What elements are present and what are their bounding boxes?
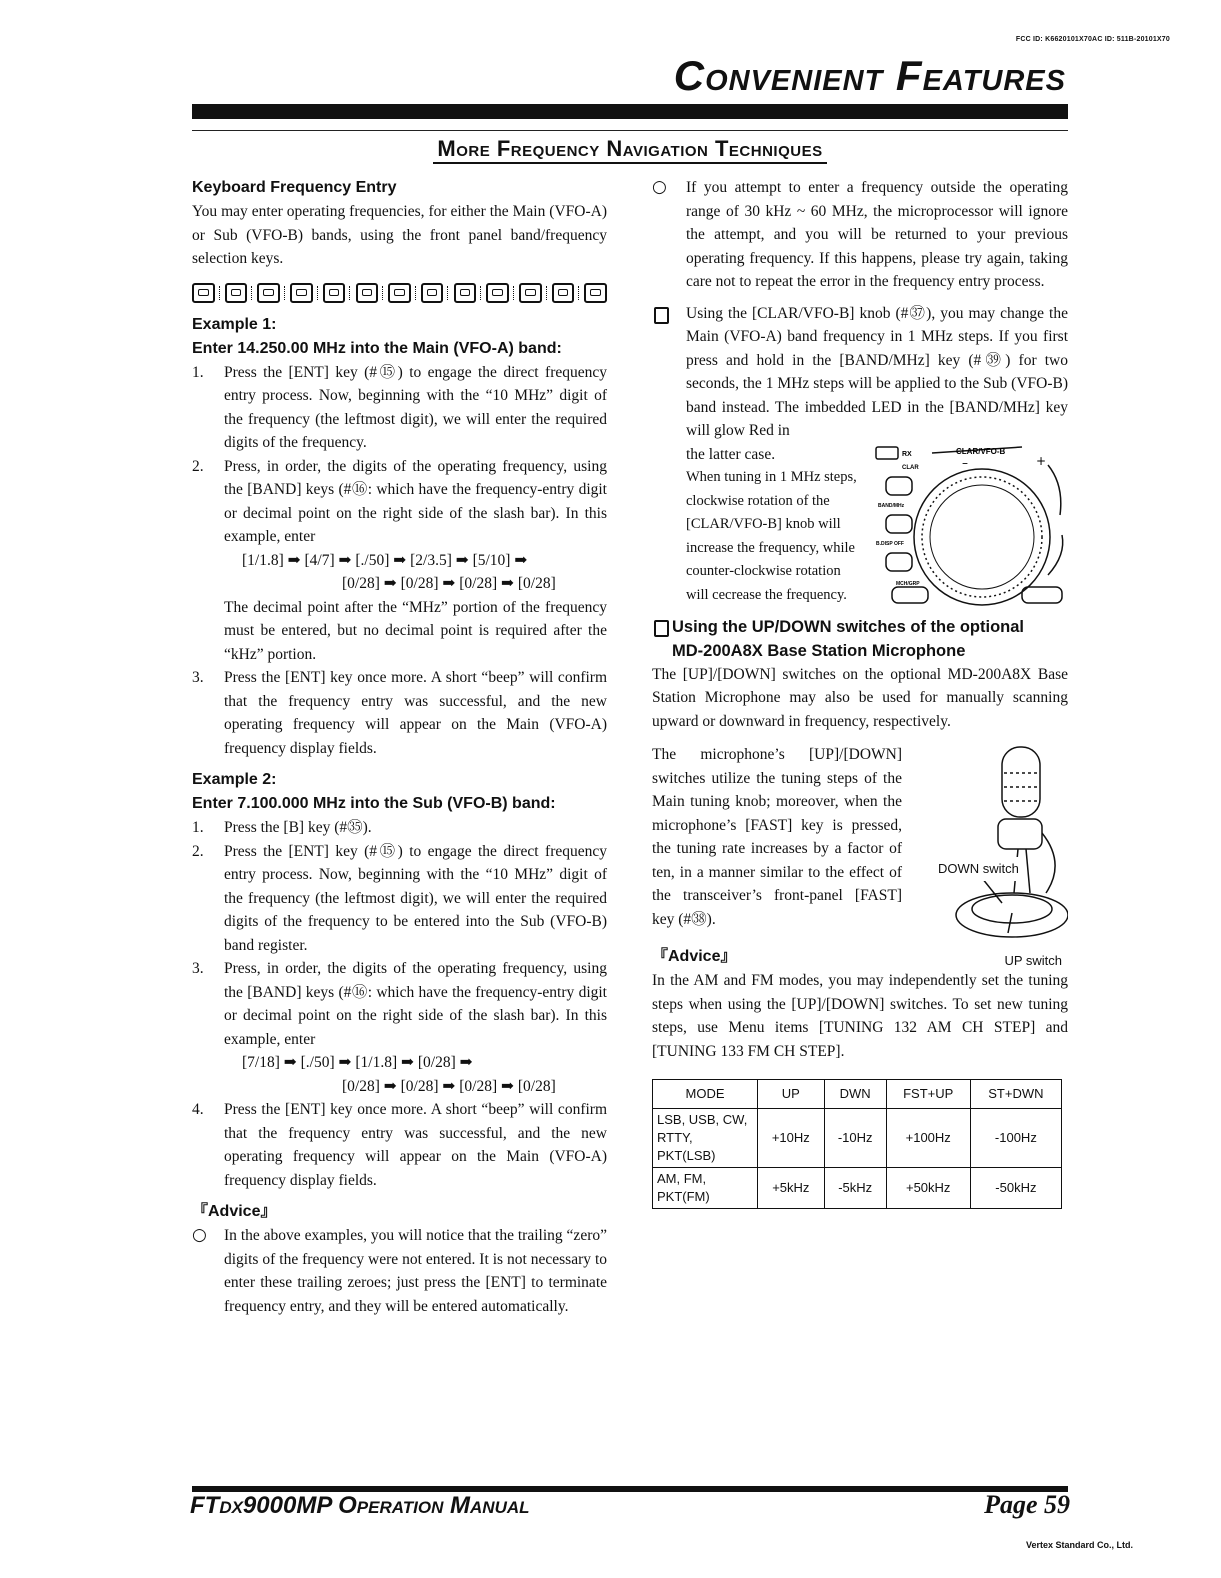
example2-title: Enter 7.100.000 MHz into the Sub (VFO-B) band: xyxy=(192,795,556,812)
circle-bullet-icon: ○ xyxy=(192,1225,207,1245)
table-cell: +100Hz xyxy=(886,1108,970,1167)
clar-rx-label: RX xyxy=(902,450,912,458)
kfe-text: You may enter operating frequencies, for either the Main (VFO-A) or Sub (VFO-B) bands, using the front panel band/frequency selection keys. xyxy=(192,203,607,267)
plus-icon: + xyxy=(1036,453,1047,468)
table-cell: -100Hz xyxy=(970,1108,1061,1167)
mic-text: The microphone’s [UP]/[DOWN] switches utilize the tuning steps of the Main tuning knob; moreover, when the microphone’s [FAST] key is pressed, the tuning rate increases by a factor of ten, in a manner similar to the effect of the transceiver’s front-panel [FAST] key (#㊳). xyxy=(652,746,902,928)
key-separator xyxy=(251,286,253,300)
band-key-icon xyxy=(454,283,477,303)
list-item: 2. Press the [ENT] key (#⑮) to engage the direct frequency entry process. Now, beginning with the “10 MHz” digit of the frequency (the leftmost digit), we will enter the required digits of the frequency to be entered into the Sub (VFO-B) band register. xyxy=(192,842,607,954)
example1-steps xyxy=(192,361,607,761)
table-header: UP xyxy=(758,1080,825,1109)
example1-title: Enter 14.250.00 MHz into the Main (VFO-A) band: xyxy=(192,339,562,357)
circle-bullet-icon: ○ xyxy=(652,177,667,197)
header-rule xyxy=(192,104,1068,119)
bdisp-label: B.DISP OFF xyxy=(876,540,904,547)
key-separator xyxy=(219,286,221,300)
table-header: DWN xyxy=(824,1080,886,1109)
band-key-icon xyxy=(257,283,280,303)
table-cell: +5kHz xyxy=(758,1167,825,1208)
sequence-line: [0/28] ➡ [0/28] ➡ [0/28] ➡ [0/28] xyxy=(342,575,556,592)
right-column xyxy=(652,176,1068,1209)
band-key-icon xyxy=(388,283,411,303)
table-header: MODE xyxy=(653,1080,758,1109)
band-key-icon xyxy=(323,283,346,303)
table-row xyxy=(653,1167,1062,1208)
page-number: Page 59 xyxy=(984,1490,1070,1519)
bullet-clar: Using the [CLAR/VFO-B] knob (#㊲), you may change the Main (VFO-A) band frequency in 1 MHz steps. If you first press and hold in the [BAND/MHz] key (#㊴) for two seconds, the 1 MHz steps will be applied to the Sub (VFO-B) band instead. The imbedded LED in the [BAND/MHz] key will glow Red in the latter case. When tuning in 1 MHz steps, clockwise rotation of the [CLAR/VFO-B] knob will increase the frequency, while counter-clockwise rotation will cecrease the frequency. RX CLAR/VFO-B CLAR BAND/MHz B.DISP OFF MCH/GRP + – xyxy=(652,302,1068,605)
key-separator xyxy=(349,286,351,300)
band-key-icon xyxy=(552,283,575,303)
key-separator xyxy=(513,286,515,300)
advice-item: ○ In the above examples, you will notice that the trailing “zero” digits of the frequency were not entered. It is not necessary to enter these trailing zeroes; just press the [ENT] to terminate frequency entry, and they will be entered automatically. xyxy=(192,1225,607,1315)
header-thin-rule xyxy=(192,130,1068,131)
list-item: 4. Press the [ENT] key once more. A short “beep” will confirm that the frequency entry was successful, and the new operating frequency will appear on the Main (VFO-A) frequency display fields. xyxy=(192,1101,607,1189)
band-key-icon xyxy=(519,283,542,303)
clar-sub-label: CLAR xyxy=(902,464,919,471)
band-key-icon xyxy=(356,283,379,303)
example2-label: Example 2: xyxy=(192,771,277,788)
updown-heading-2: MD-200A8X Base Station Microphone xyxy=(672,641,966,660)
band-key-icon xyxy=(290,283,313,303)
key-separator xyxy=(317,286,319,300)
advice-text: In the AM and FM modes, you may independently set the tuning steps when using the [UP]/[DOWN] switches. To set new tuning steps, use Menu items [TUNING 132 AM CH STEP] and [TUNING 133 FM CH STEP]. xyxy=(652,972,1068,1060)
example2-steps xyxy=(192,816,607,1192)
square-bullet-icon xyxy=(654,307,669,324)
manual-title: FTdx9000MP Operation Manual xyxy=(190,1492,530,1519)
chapter-title: Convenient Features xyxy=(673,52,1066,99)
band-key-icon xyxy=(584,283,607,303)
sequence-line: [0/28] ➡ [0/28] ➡ [0/28] ➡ [0/28] xyxy=(342,1077,556,1095)
table-cell: +10Hz xyxy=(758,1108,825,1167)
band-key-icon xyxy=(421,283,444,303)
clar-knob-illustration xyxy=(872,445,1068,607)
minus-icon: – xyxy=(962,455,968,470)
up-switch-label: UP switch xyxy=(1004,953,1062,968)
advice-label: 『Advice』 xyxy=(192,1203,277,1220)
section-title: More Frequency Navigation Techniques xyxy=(192,136,1068,162)
fcc-id: FCC ID: K6620101X70AC ID: 511B-20101X70 xyxy=(1015,36,1170,43)
microphone-illustration xyxy=(942,743,1068,943)
table-row xyxy=(653,1108,1062,1167)
mic-block xyxy=(652,743,1068,943)
list-item: 3. Press, in order, the digits of the operating frequency, using the [BAND] keys (#⑯: which have the frequency-entry digit or decimal point on the right side of the slash bar). In this example, enter [7/18] ➡ [./50] ➡ [1/1.8] ➡ [0/28] ➡ [0/28] ➡ [0/28] ➡ [0/28] ➡ [0/28] xyxy=(224,957,607,1098)
table-header: ST+DWN xyxy=(970,1080,1061,1109)
key-separator xyxy=(415,286,417,300)
table-cell: -50kHz xyxy=(970,1167,1061,1208)
key-separator xyxy=(546,286,548,300)
updown-heading: Using the UP/DOWN switches of the optional xyxy=(672,617,1025,636)
sequence-line: [1/1.8] ➡ [4/7] ➡ [./50] ➡ [2/3.5] ➡ [5/10] ➡ xyxy=(242,551,528,569)
company-name: Vertex Standard Co., Ltd. xyxy=(1025,1540,1133,1550)
band-key-row xyxy=(192,283,607,303)
key-separator xyxy=(578,286,580,300)
example1-label: Example 1: xyxy=(192,315,277,333)
advice-row xyxy=(652,945,1068,969)
bullet-range: ○ If you attempt to enter a frequency outside the operating range of 30 kHz ~ 60 MHz, the microprocessor will ignore the attempt, and you will be returned to your previous operating frequency. If this happens, please try again, taking care not to repeat the error in the frequency entry process. xyxy=(652,177,1068,290)
updown-text: The [UP]/[DOWN] switches on the optional MD-200A8X Base Station Microphone may also be used for manually scanning upward or downward in frequency, respectively. xyxy=(652,665,1068,730)
square-bullet-icon xyxy=(654,620,669,637)
sequence-line: [7/18] ➡ [./50] ➡ [1/1.8] ➡ [0/28] ➡ xyxy=(242,1054,473,1071)
list-item: 2. Press, in order, the digits of the operating frequency, using the [BAND] keys (#⑯: which have the frequency-entry digit or decimal point on the right side of the slash bar). In this example, enter [1/1.8] ➡ [4/7] ➡ [./50] ➡ [2/3.5] ➡ [5/10] ➡ [0/28] ➡ [0/28] ➡ [0/28] ➡ [0/28] The decimal point after the “MHz” portion of the frequency must be entered, but no decimal point is required after the “kHz” portion. xyxy=(224,455,607,667)
list-item: 3. Press the [ENT] key once more. A short “beep” will confirm that the frequency entry was successful, and the new operating frequency will appear on the Main (VFO-A) frequency display fields. xyxy=(192,669,607,757)
clar-block: the latter case. When tuning in 1 MHz steps, clockwise rotation of the [CLAR/VFO-B] knob will increase the frequency, while counter-clockwise rotation will cecrease the frequency. RX CLAR/VFO-B CLAR BAND/MHz B.DISP OFF MCH/GRP + – xyxy=(686,443,1068,605)
band-key-icon xyxy=(486,283,509,303)
table-cell: -5kHz xyxy=(824,1167,886,1208)
table-cell: AM, FM, PKT(FM) xyxy=(653,1167,758,1208)
table-cell: -10Hz xyxy=(824,1108,886,1167)
key-separator xyxy=(480,286,482,300)
band-key-icon xyxy=(192,283,215,303)
mchgrp-label: MCH/GRP xyxy=(896,580,920,587)
band-key-icon xyxy=(225,283,248,303)
band-mhz-label: BAND/MHz xyxy=(878,502,905,509)
tuning-step-table xyxy=(652,1079,1062,1209)
table-cell: LSB, USB, CW, RTTY, PKT(LSB) xyxy=(653,1108,758,1167)
updown-heading-block xyxy=(652,615,1068,663)
kfe-heading: Keyboard Frequency Entry xyxy=(192,179,397,196)
example1-note: The decimal point after the “MHz” portion of the frequency must be entered, but no decimal point is required after the “kHz” portion. xyxy=(224,598,607,663)
list-item: 1. Press the [B] key (#㉟). xyxy=(192,819,372,836)
list-item: 1. Press the [ENT] key (#⑮) to engage the direct frequency entry process. Now, beginning with the “10 MHz” digit of the frequency (the leftmost digit), we will enter the required digits of the frequency. xyxy=(192,363,607,451)
left-column xyxy=(192,176,607,1318)
table-header-row xyxy=(653,1080,1062,1109)
down-switch-label: DOWN switch xyxy=(938,857,1019,881)
key-separator xyxy=(447,286,449,300)
clar-knob-label: CLAR/VFO-B xyxy=(956,446,1006,456)
table-cell: +50kHz xyxy=(886,1167,970,1208)
table-header: FST+UP xyxy=(886,1080,970,1109)
advice-label: 『Advice』 xyxy=(652,948,737,965)
key-separator xyxy=(382,286,384,300)
key-separator xyxy=(284,286,286,300)
